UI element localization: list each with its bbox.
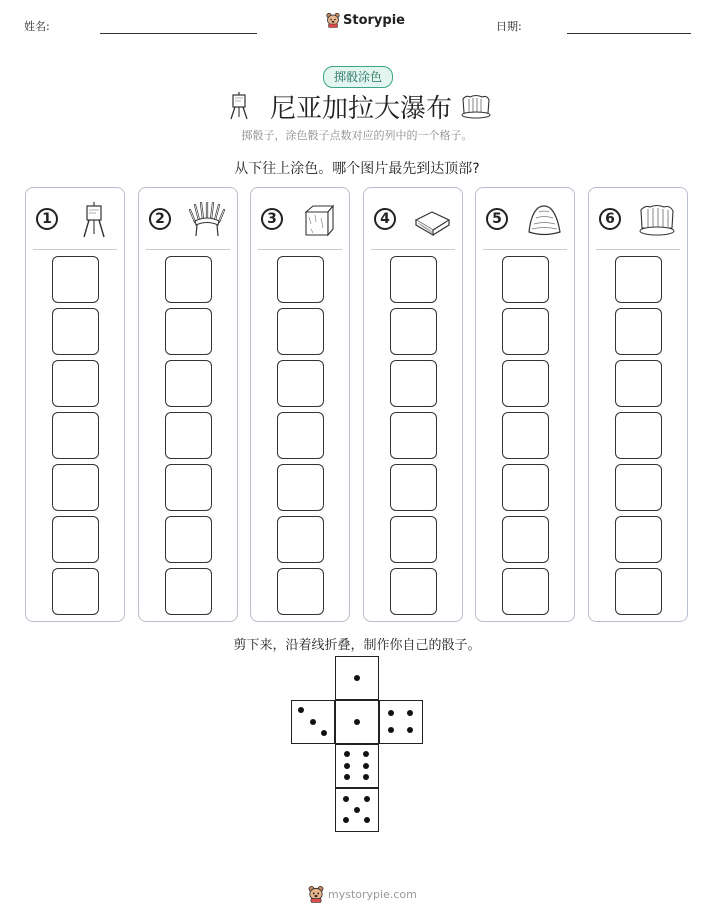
color-cell[interactable] bbox=[615, 464, 662, 511]
color-cell[interactable] bbox=[615, 568, 662, 615]
column-divider bbox=[33, 249, 117, 250]
bear-logo-icon bbox=[308, 885, 324, 903]
activity-badge: 掷骰涂色 bbox=[323, 66, 393, 88]
die-pip bbox=[388, 727, 394, 733]
die-pip bbox=[364, 796, 370, 802]
color-cell[interactable] bbox=[277, 568, 324, 615]
column-divider bbox=[483, 249, 567, 250]
color-cell[interactable] bbox=[615, 360, 662, 407]
color-cell[interactable] bbox=[615, 256, 662, 303]
instruction: 从下往上涂色。哪个图片最先到达顶部? bbox=[234, 161, 480, 177]
die-pip bbox=[407, 727, 413, 733]
easel-icon bbox=[74, 202, 114, 238]
die-face-lower bbox=[335, 744, 379, 788]
column-number: 3 bbox=[261, 208, 283, 230]
die-face-top bbox=[335, 656, 379, 700]
die-pip bbox=[344, 751, 350, 757]
cut-instruction: 剪下来，沿着线折叠，制作你自己的骰子。 bbox=[233, 638, 481, 653]
column-1 bbox=[25, 187, 125, 622]
column-number: 4 bbox=[374, 208, 396, 230]
date-label: 日期: bbox=[496, 20, 522, 33]
column-number: 1 bbox=[36, 208, 58, 230]
column-3 bbox=[250, 187, 350, 622]
color-cell[interactable] bbox=[502, 308, 549, 355]
color-cell[interactable] bbox=[165, 412, 212, 459]
die-pip bbox=[343, 796, 349, 802]
color-cell[interactable] bbox=[165, 256, 212, 303]
die-pip bbox=[363, 763, 369, 769]
color-cell[interactable] bbox=[277, 308, 324, 355]
footer bbox=[308, 885, 417, 903]
color-cell[interactable] bbox=[502, 412, 549, 459]
color-cell[interactable] bbox=[165, 464, 212, 511]
column-divider bbox=[258, 249, 342, 250]
color-cell[interactable] bbox=[52, 464, 99, 511]
waterfall-icon bbox=[637, 202, 677, 238]
feather-headdress-icon bbox=[187, 202, 227, 238]
color-cell[interactable] bbox=[277, 464, 324, 511]
color-cell[interactable] bbox=[277, 412, 324, 459]
color-cell[interactable] bbox=[52, 360, 99, 407]
color-cell[interactable] bbox=[52, 516, 99, 563]
die-pip bbox=[354, 807, 360, 813]
column-divider bbox=[596, 249, 680, 250]
name-label: 姓名: bbox=[24, 20, 50, 33]
stone-block-icon bbox=[299, 202, 339, 238]
color-cell[interactable] bbox=[165, 308, 212, 355]
subtitle: 掷骰子，涂色骰子点数对应的列中的一个格子。 bbox=[241, 129, 473, 142]
color-cell[interactable] bbox=[52, 412, 99, 459]
color-cell[interactable] bbox=[165, 360, 212, 407]
die-pip bbox=[343, 817, 349, 823]
die-face-center bbox=[335, 700, 379, 744]
die-pip bbox=[354, 719, 360, 725]
column-4 bbox=[363, 187, 463, 622]
color-cell[interactable] bbox=[615, 308, 662, 355]
color-cell[interactable] bbox=[502, 256, 549, 303]
page-title: 尼亚加拉大瀑布 bbox=[270, 94, 453, 124]
column-number: 2 bbox=[149, 208, 171, 230]
color-cell[interactable] bbox=[390, 412, 437, 459]
easel-icon bbox=[229, 92, 249, 120]
color-cell[interactable] bbox=[390, 256, 437, 303]
color-cell[interactable] bbox=[390, 516, 437, 563]
column-number: 6 bbox=[599, 208, 621, 230]
date-line[interactable] bbox=[567, 33, 691, 34]
color-cell[interactable] bbox=[502, 516, 549, 563]
column-divider bbox=[146, 249, 230, 250]
color-cell[interactable] bbox=[52, 308, 99, 355]
color-cell[interactable] bbox=[52, 256, 99, 303]
die-pip bbox=[388, 710, 394, 716]
die-pip bbox=[363, 751, 369, 757]
footer-url: mystorypie.com bbox=[328, 887, 417, 901]
die-pip bbox=[321, 730, 327, 736]
color-cell[interactable] bbox=[165, 516, 212, 563]
die-pip bbox=[354, 675, 360, 681]
brand-logo bbox=[326, 12, 405, 28]
rock-mound-icon bbox=[524, 202, 564, 238]
color-cell[interactable] bbox=[390, 360, 437, 407]
color-cell[interactable] bbox=[277, 256, 324, 303]
color-cell[interactable] bbox=[165, 568, 212, 615]
color-cell[interactable] bbox=[390, 568, 437, 615]
die-pip bbox=[363, 774, 369, 780]
color-cell[interactable] bbox=[52, 568, 99, 615]
die-pip bbox=[298, 707, 304, 713]
bear-logo-icon bbox=[326, 12, 340, 28]
color-cell[interactable] bbox=[277, 516, 324, 563]
die-pip bbox=[344, 774, 350, 780]
column-6 bbox=[588, 187, 688, 622]
die-face-right bbox=[379, 700, 423, 744]
die-pip bbox=[407, 710, 413, 716]
column-divider bbox=[371, 249, 455, 250]
brand-name: Storypie bbox=[343, 12, 405, 28]
die-pip bbox=[364, 817, 370, 823]
color-cell[interactable] bbox=[502, 360, 549, 407]
color-cell[interactable] bbox=[615, 516, 662, 563]
column-number: 5 bbox=[486, 208, 508, 230]
color-cell[interactable] bbox=[615, 412, 662, 459]
color-cell[interactable] bbox=[502, 568, 549, 615]
book-icon bbox=[412, 202, 452, 238]
die-pip bbox=[310, 719, 316, 725]
color-cell[interactable] bbox=[277, 360, 324, 407]
color-cell[interactable] bbox=[502, 464, 549, 511]
name-line[interactable] bbox=[100, 33, 257, 34]
color-cell[interactable] bbox=[390, 308, 437, 355]
color-cell[interactable] bbox=[390, 464, 437, 511]
die-pip bbox=[344, 763, 350, 769]
column-5 bbox=[475, 187, 575, 622]
waterfall-icon bbox=[460, 93, 492, 119]
die-face-left bbox=[291, 700, 335, 744]
column-2 bbox=[138, 187, 238, 622]
die-face-bottom bbox=[335, 788, 379, 832]
